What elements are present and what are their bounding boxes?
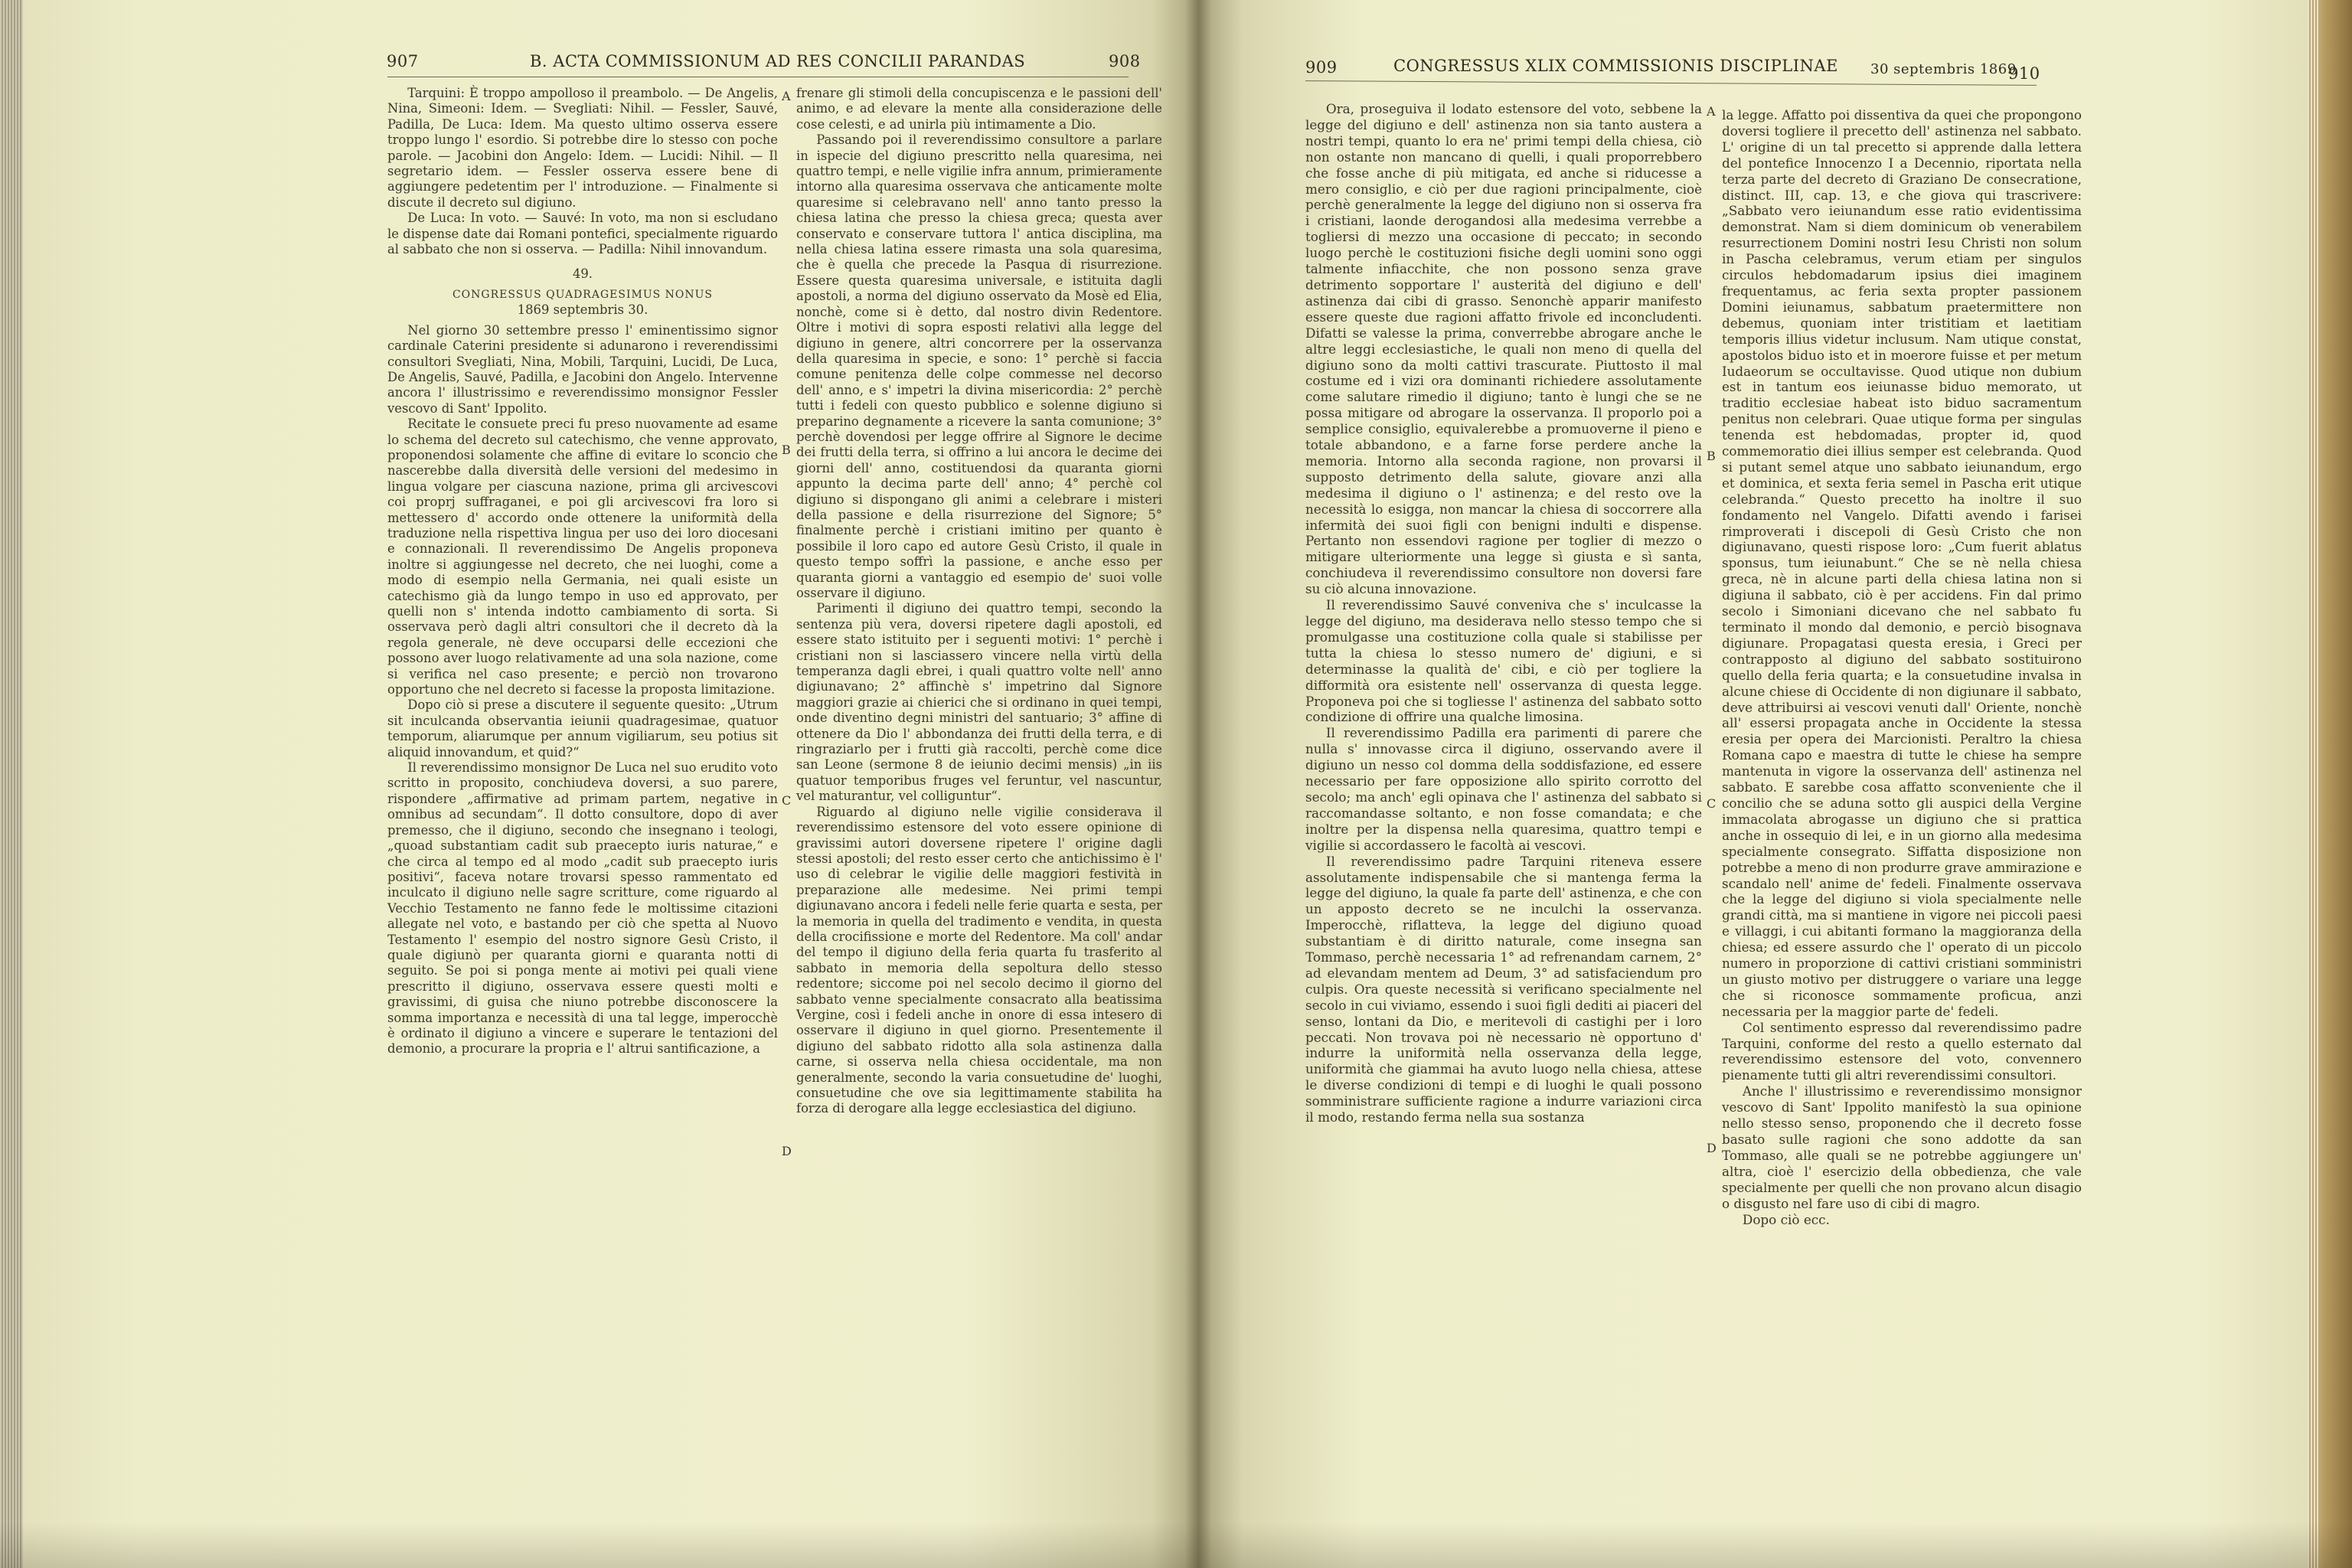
book-cover-edge-right xyxy=(2308,0,2352,1568)
paragraph: frenare gli stimoli della concupiscenza e le passioni dell' animo, e ad elevare la mente alla considerazione delle cose celesti, e ad unirla più intimamente a Dio. xyxy=(796,86,1162,132)
section-title: CONGRESSUS QUADRAGESIMUS NONUS xyxy=(452,288,714,301)
margin-letter-d: D xyxy=(782,1144,792,1158)
left-page-column-2 xyxy=(796,86,1162,1117)
paragraph: Recitate le consuete preci fu preso nuovamente ad esame lo schema del decreto sul catechismo, che venne approvato, proponendosi solamente che affine di evitare lo sconcio che nascerebbe dalla diversità delle versioni del medesimo in lingua volgare per ciascuna nazione, prima gli arcivescovi coi proprj suffraganei, e poi gli arcivescovi fra loro si mettessero d' accordo onde ottenere la uniformità della traduzione nella rispettiva lingua per uso dei loro diocesani e connazionali. Il reverendissimo De Angelis proponeva inoltre si aggiungesse nel decreto, che nei luoghi, come a modo di esempio nella Germania, nei quali esiste un catechismo già da lungo tempo in uso ed approvato, per quelli non s' intenda indotto cambiamento di sorta. Si osservava però dagli altri consultori che il decreto dà la regola generale, nè deve occuparsi delle eccezioni che possono aver luogo relativamente ad una sola nazione, come si verifica nel caso presente; e perciò non trovarono opportuno che nel decreto si facesse la proposta limitazione. xyxy=(387,416,778,697)
paragraph: Ora, proseguiva il lodato estensore del voto, sebbene la legge del digiuno e dell' astinenza non sia tanto austera a nostri tempi, quanto lo era ne' primi tempi della chiesa, ciò non ostante non mancano di quelli, i quali proporrebbero che fosse anche di più mitigata, ed anche si riducesse a mero consiglio, e ciò per due ragioni principalmente, cioè perchè generalmente la legge del digiuno non si osserva fra i cristiani, laonde derogandosi alla medesima verrebbe a togliersi di mezzo una occasione di peccato; in secondo luogo perchè le costituzioni fisiche degli uomini sono oggi talmente infiacchite, che non possono senza grave detrimento sopportare l' austerità del digiuno e dell' astinenza dai cibi di grasso. Senonchè apparir manifesto essere queste due ragioni affatto frivole ed inconcludenti. Difatti se valesse la prima, converrebbe abrogare anche le altre leggi ecclesiastiche, le quali non meno di quella del digiuno sono da molti cattivi trascurate. Piuttosto il mal costume ed i vizi ora dominanti richiedere assolutamente come salutare rimedio il digiuno; tanto è lungi che se ne possa mitigare od abrogare la osservanza. Il proporlo poi a semplice consiglio, equivalerebbe a promuoverne il pieno e totale abbandono, e a farne forse perdere anche la memoria. Intorno alla seconda ragione, non provarsi il supposto detrimento della salute, giovare anzi alla medesima il digiuno o l' astinenza; e del resto ove la necessità lo esigga, non mancar la chiesa di soccorrere alla infermità dei suoi figli con benigni indulti e dispense. Pertanto non essendovi ragione per toglier di mezzo o mitigare ulteriormente una legge sì giusta e sì santa, conchiudeva il reverendissimo consultore non doversi fare su ciò alcuna innovazione. xyxy=(1305,101,1702,597)
page-number-907: 907 xyxy=(387,52,419,70)
page-number-909: 909 xyxy=(1305,58,1338,77)
section-date: 1869 septembris 30. xyxy=(517,302,648,318)
margin-letter-d: D xyxy=(1707,1141,1717,1155)
paragraph: Dopo ciò si prese a discutere il seguente quesito: „Utrum sit inculcanda observantia ieiunii quadragesimae, quatuor temporum, aliarumque per annum vigiliarum, seu potius sit aliquid innovandum, et quid?“ xyxy=(387,697,778,760)
paragraph: Passando poi il reverendissimo consultore a parlare in ispecie del digiuno prescritto nella quaresima, nei quattro tempi, e nelle vigilie infra annum, primieramente intorno alla quaresima osservava che anticamente molte quaresime si celebravano nell' anno tanto presso la chiesa latina che presso la chiesa greca; questa aver conservato e conservare tuttora l' antica disciplina, ma nella chiesa latina essere rimasta una sola quaresima, che è quella che precede la Pasqua di risurrezione. Essere questa quaresima universale, e istituita dagli apostoli, a norma del digiuno osservato da Mosè ed Elia, nonchè, come si è detto, dal nostro divin Redentore. Oltre i motivi di sopra esposti relativi alla legge del digiuno in genere, altri concorrere per la osservanza della quaresima in specie, e sono: 1° perchè si faccia comune penitenza delle colpe commesse nel decorso dell' anno, e s' impetri la divina misericordia: 2° perchè tutti i fedeli con questo pubblico e solenne digiuno si preparino degnamente a ricevere la santa comunione; 3° perchè dovendosi per legge offrire al Signore le decime dei frutti della terra, si offrino a lui ancora le decime dei giorni dell' anno, costituendosi da quaranta giorni appunto la decima parte dell' anno; 4° perchè col digiuno si dispongano gli animi a celebrare i misteri della passione e della risurrezione del Signore; 5° finalmente perchè i cristiani imitino per quanto è possibile il loro capo ed autore Gesù Cristo, il quale in questo tempo soffrì la passione, e anche esso per quaranta giorni a vantaggio ed esempio de' suoi volle osservare il digiuno. xyxy=(796,132,1162,600)
page-number-908: 908 xyxy=(1109,52,1141,70)
page-number-910: 910 xyxy=(2008,64,2040,83)
margin-letter-a: A xyxy=(1707,104,1716,119)
margin-letter-a: A xyxy=(782,89,791,103)
paragraph: la legge. Affatto poi dissentiva da quei che propongono doversi togliere il precetto dell' astinenza nel sabbato. L' origine di un tal precetto si apprende dalla lettera del pontefice Innocenzo I a Decennio, riportata nella terza parte del decreto di Graziano De consecratione, distinct. III, cap. 13, e che giova qui trascrivere: „Sabbato vero ieiunandum esse ratio evidentissima demonstrat. Nam si diem dominicum ob venerabilem resurrectionem Domini nostri Iesu Christi non solum in Pascha celebramus, verum etiam per singulos circulos hebdomadarum ipsius diei imaginem frequentamus, ac feria sexta propter passionem Domini ieiunamus, sabbatum praetermittere non debemus, quoniam inter tristitiam et laetitiam temporis illius videtur inclusum. Nam utique constat, apostolos biduo isto et in moerore fuisse et per metum Iudaeorum se occultavisse. Quod utique non dubium est in tantum eos ieiunasse biduo memorato, ut traditio ecclesiae habeat isto biduo sacramentum penitus non celebrari. Quae utique forma per singulas tenenda est hebdomadas, propter id, quod commemoratio diei illius semper est celebranda. Quod si putant semel atque uno sabbato ieiunandum, ergo et dominica, et sexta feria semel in Pascha erit utique celebranda.“ Questo precetto ha inoltre il suo fondamento nel Vangelo. Difatti avendo i farisei rimproverati i discepoli di Gesù Cristo che non digiunavano, questi rispose loro: „Cum fuerit ablatus sponsus, tum ieiunabunt.“ Che se nè nella chiesa greca, nè in alcune parti della chiesa latina non si digiuna il sabbato, ciò è per accidens. Fin dal primo secolo i Simoniani dicevano che nel sabbato fu terminato il mondo dal demonio, e perciò bisognava digiunare. Propagatasi questa eresia, i Greci per contrapposto al digiuno del sabbato sostituirono quello della feria quarta; e la consuetudine invalsa in alcune chiese di Occidente di non digiunare il sabbato, deve attribuirsi ai vescovi venuti dall' Oriente, nonchè all' essersi propagata anche in Occidente la stessa eresia per opera dei Marcionisti. Peraltro la chiesa Romana capo e maestra di tutte le chiese ha sempre mantenuta in vigore la osservanza dell' astinenza nel sabbato. E sarebbe cosa affatto sconveniente che il concilio che se aduna sotto gli auspici della Vergine immacolata abrogasse un digiuno che si prattica anche in ossequio di lei, e in un giorno alla medesima specialmente consegrato. Siffatta disposizione non potrebbe a meno di non produrre grave ammirazione e scandalo nell' anime de' fedeli. Finalmente osservava che la legge del digiuno si viola specialmente nelle grandi città, ma si mantiene in vigore nei piccoli paesi e villaggi, i cui abitanti formano la maggioranza della chiesa; ed essere assurdo che l' operato di un piccolo numero in proporzione di cattivi cristiani somministri un giusto motivo per distruggere o variare una legge che si riconosce sommamente proficua, anzi necessaria per la maggior parte de' fedeli. xyxy=(1722,107,2082,1019)
paragraph: Anche l' illustrissimo e reverendissimo monsignor vescovo di Sant' Ippolito manifestò la sua opinione nello stesso senso, proponendo che il decreto fosse basato sulle ragioni che sono addotte da san Tommaso, alle quali se ne potrebbe aggiungere un' altra, cioè l' esercizio della obbedienza, che vale specialmente per quelli che non provano alcun disagio o disgusto nel fare uso di cibi di magro. xyxy=(1722,1083,2082,1211)
page-edges-left xyxy=(0,0,23,1568)
right-page-column-2 xyxy=(1722,107,2082,1227)
margin-letter-b: B xyxy=(782,443,791,457)
margin-letter-b: B xyxy=(1707,449,1716,463)
paragraph: Il reverendissimo monsignor De Luca nel suo erudito voto scritto in proposito, conchiudeva doversi, a suo parere, rispondere „affirmative ad primam partem, negative in omnibus ad secundam“. Il dotto consultore, dopo di aver premesso, che il digiuno, secondo che insegnano i teologi, „quoad substantiam cadit sub praecepto iuris naturae,“ e che circa al tempo ed al modo „cadit sub praecepto iuris positivi“, faceva notare trovarsi spesso rammentato ed inculcato il digiuno nelle sagre scritture, come riguardo al Vecchio Testamento ne fanno fede le moltissime citazioni allegate nel voto, e bastando per ciò che spetta al Nuovo Testamento l' esempio del nostro signore Gesù Cristo, il quale digiunò per quaranta giorni e quaranta notti di seguito. Se poi si ponga mente ai motivi pei quali viene prescritto il digiuno, osservava essere questi molti e gravissimi, di guisa che niuno potrebbe disconoscere la somma importanza e necessità di una tal legge, imperocchè è ordinato il digiuno a vincere e superare le tentazioni del demonio, a procurare la propria e l' altrui santificazione, a xyxy=(387,760,778,1057)
header-rule-right xyxy=(1305,80,2037,86)
margin-letter-c: C xyxy=(1707,796,1717,811)
left-page xyxy=(23,0,1198,1568)
paragraph: Riguardo al digiuno nelle vigilie considerava il reverendissimo estensore del voto essere opinione di gravissimi autori doversene ripetere l' origine dagli stessi apostoli; del resto esser certo che antichissimo è l' uso di celebrar le vigilie delle maggiori festività in preparazione alle medesime. Nei primi tempi digiunavano ancora i fedeli nelle ferie quarta e sesta, per la memoria in quella del tradimento e vendita, in questa della crocifissione e morte del Redentore. Ma coll' andar del tempo il digiuno della feria quarta fu trasferito al sabbato in memoria della sepoltura dello stesso redentore; siccome poi nel secolo decimo il giorno del sabbato venne specialmente consacrato alla beatissima Vergine, così i fedeli anche in onore di essa intesero di osservare il digiuno in quel giorno. Presentemente il digiuno del sabbato ridotto alla sola astinenza dalla carne, si osserva nella chiesa occidentale, ma non generalmente, secondo la varia consuetudine de' luoghi, consuetudine che ove sia legittimamente stabilita ha forza di derogare alla legge ecclesiastica del digiuno. xyxy=(796,804,1162,1116)
right-page-column-1 xyxy=(1305,101,1702,1125)
running-head-left: B. ACTA COMMISSIONUM AD RES CONCILII PARANDAS xyxy=(530,52,1026,70)
book-gutter xyxy=(1185,0,1211,1568)
paragraph: De Luca: In voto. — Sauvé: In voto, ma non si escludano le dispense date dai Romani pontefici, specialmente riguardo al sabbato che non si osserva. — Padilla: Nihil innovandum. xyxy=(387,211,778,257)
bottom-shadow xyxy=(0,1522,2352,1568)
left-page-column-1 xyxy=(387,86,778,1057)
paragraph: Dopo ciò ecc. xyxy=(1742,1211,1830,1227)
running-date-right: 30 septembris 1869 xyxy=(1870,61,2017,77)
paragraph: Tarquini: È troppo ampolloso il preambolo. — De Angelis, Nina, Simeoni: Idem. — Svegliati: Nihil. — Fessler, Sauvé, Padilla, De Luca: Idem. Ma questo ultimo osserva essere troppo lungo l' esordio. Si potrebbe dire lo stesso con poche parole. — Jacobini don Angelo: Idem. — Lucidi: Nihil. — Il segretario idem. — Fessler osserva essere bene di aggiungere pedetentim per l' introduzione. — Finalmente si discute il decreto sul digiuno. xyxy=(387,86,778,210)
paragraph: Parimenti il digiuno dei quattro tempi, secondo la sentenza più vera, doversi ripetere dagli apostoli, ed essere stato istituito per i seguenti motivi: 1° perchè i cristiani non si lasciassero vincere nella virtù della temperanza dagli ebrei, i quali quattro volte nell' anno digiunavano; 2° affinchè s' impetrino dal Signore maggiori grazie ai chierici che si ordinano in quei tempi, onde diventino degni ministri del santuario; 3° affine di ottenere da Dio l' abbondanza dei frutti della terra, e di ringraziarlo per i frutti già raccolti, perchè come dice san Leone (sermone 8 de ieiunio decimi mensis) „in iis quatuor temporibus fruges vel feruntur, vel nascuntur, vel maturantur, vel colliguntur“. xyxy=(796,601,1162,804)
running-head-right: CONGRESSUS XLIX COMMISSIONIS DISCIPLINAE xyxy=(1393,57,1838,75)
section-number: 49. xyxy=(572,266,593,282)
paragraph: Il reverendissimo Padilla era parimenti di parere che nulla s' innovasse circa il digiuno, osservando avere il digiuno un nesso col domma della soddisfazione, ed essere necessario per fare opposizione allo spirito corrotto del secolo; ma anch' egli opinava che l' astinenza del sabbato si raccomandasse soltanto, e non fosse comandata; e che inoltre per la dispensa nella quaresima, quattro tempi e vigilie si accordassero le facoltà ai vescovi. xyxy=(1305,725,1702,853)
paragraph: Col sentimento espresso dal reverendissimo padre Tarquini, conforme del resto a quello esternato dal reverendissimo estensore del voto, convennero pienamente tutti gli altri reverendissimi consultori. xyxy=(1722,1019,2082,1083)
paragraph: Il reverendissimo Sauvé conveniva che s' inculcasse la legge del digiuno, ma desiderava nello stesso tempo che si promulgasse una costituzione colla quale si stabilisse per tutta la chiesa lo stesso numero de' digiuni, e si determinasse la qualità de' cibi, e ciò per togliere la difformità ora esistente nell' osservanza di questa legge. Proponeva poi che si togliesse l' astinenza del sabbato sotto condizione di offrire una qualche limosina. xyxy=(1305,597,1702,725)
right-page xyxy=(1198,0,2308,1568)
paragraph: Il reverendissimo padre Tarquini riteneva essere assolutamente indispensabile che si mantenga ferma la legge del digiuno, la quale fa parte dell' astinenza, e che con un apposto decreto se ne inculchi la osservanza. Imperocchè, riflatteva, la legge del digiuno quoad substantiam è di diritto naturale, come insegna san Tommaso, perchè necessaria 1° ad refrenandam carnem, 2° ad elevandam mentem ad Deum, 3° ad satisfaciendum pro culpis. Ora queste necessità si verificano specialmente nel secolo in cui viviamo, essendo i suoi figli dediti ai piaceri del senso, lontani da Dio, e meritevoli di castighi per i loro peccati. Non trovava poi nè necessario nè opportuno d' indurre la uniformità nella osservanza della legge, uniformità che giammai ha avuto luogo nella chiesa, attese le diverse condizioni di tempi e di luoghi le quali possono somministrare sufficiente ragione a indurre variazioni circa il modo, restando ferma nella sua sostanza xyxy=(1305,853,1702,1125)
paragraph: Nel giorno 30 settembre presso l' eminentissimo signor cardinale Caterini presidente si adunarono i reverendissimi consultori Svegliati, Nina, Mobili, Tarquini, Lucidi, De Luca, De Angelis, Sauvé, Padilla, e Jacobini don Angelo. Intervenne ancora l' illustrissimo e reverendissimo monsignor Fessler vescovo di Sant' Ippolito. xyxy=(387,322,778,416)
margin-letter-c: C xyxy=(782,793,792,808)
